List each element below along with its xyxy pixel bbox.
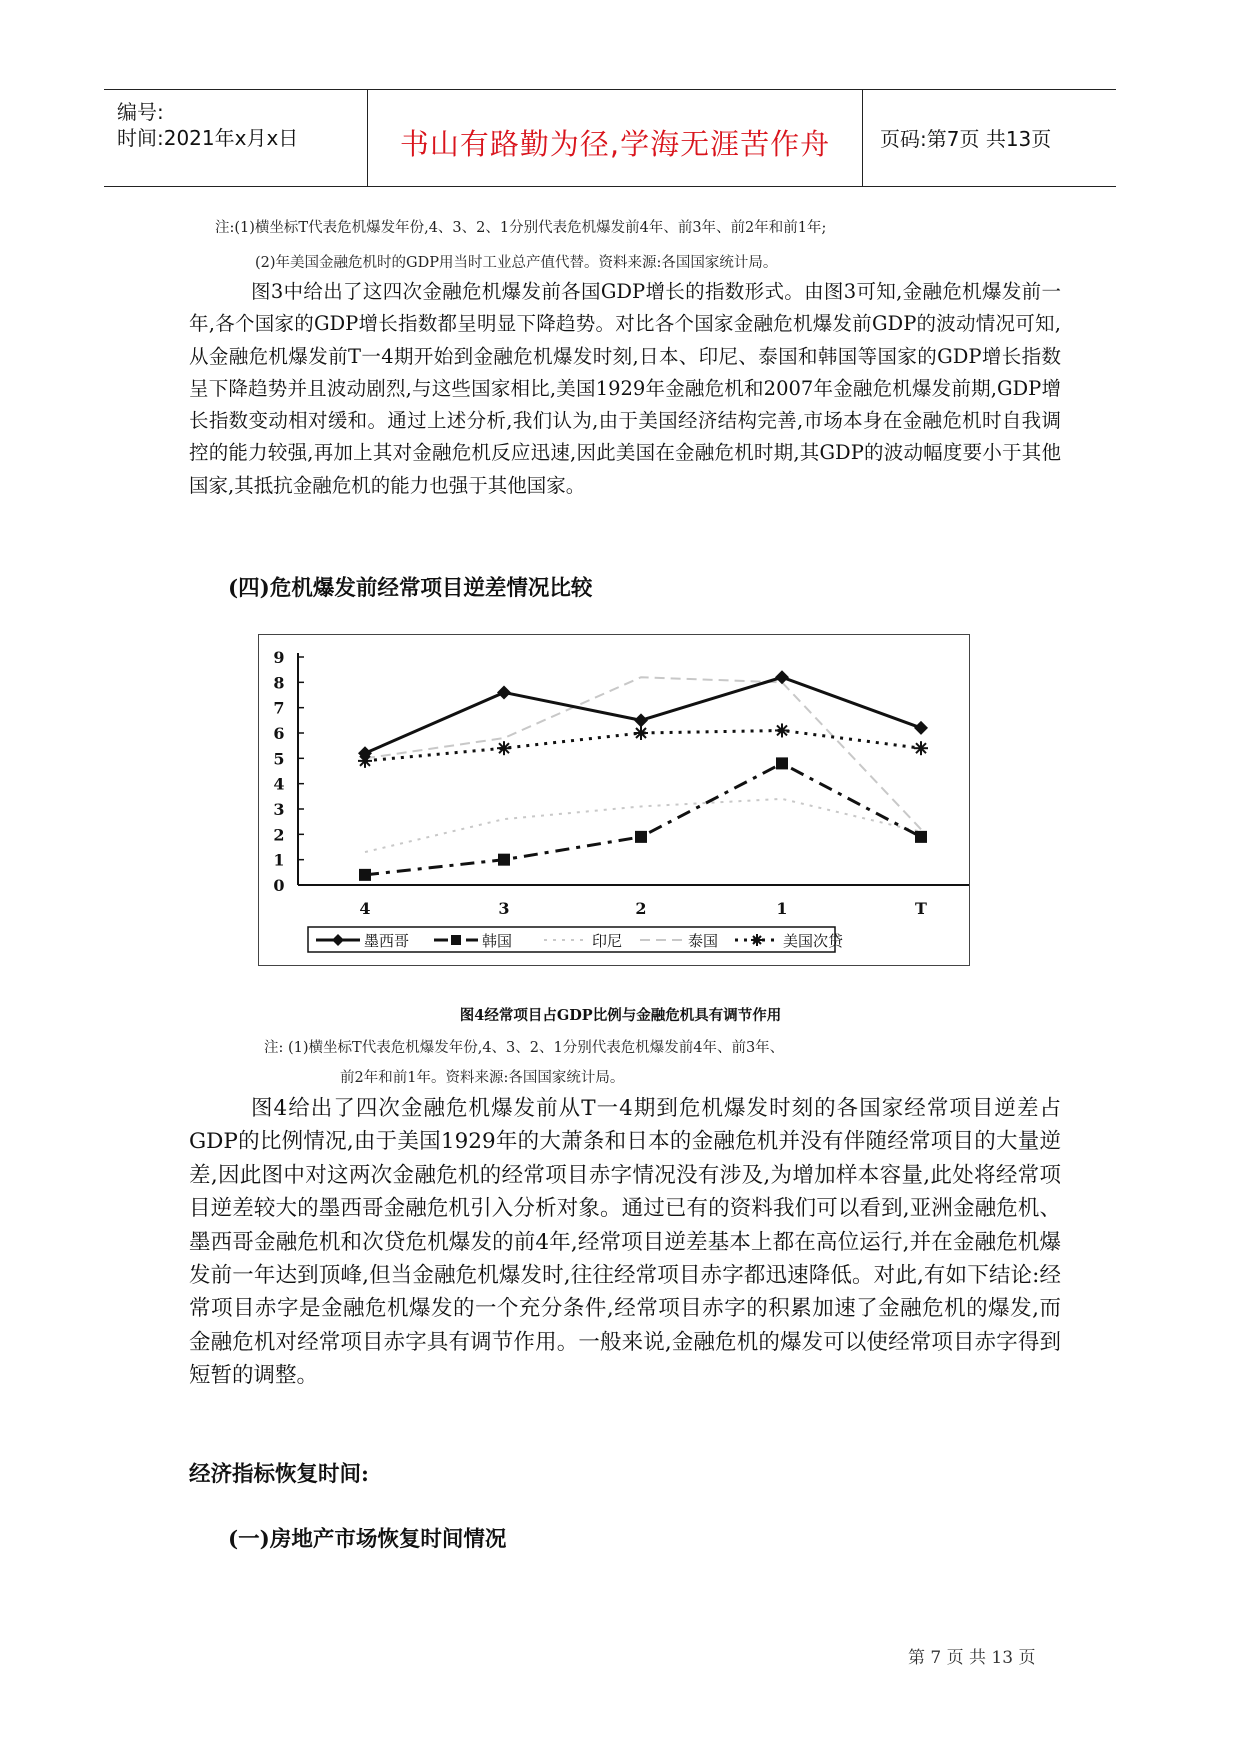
figure3-note-line1: 注:(1)横坐标T代表危机爆发年份,4、3、2、1分别代表危机爆发前4年、前3年、前2年和前1年; bbox=[215, 220, 827, 236]
series-marker-square bbox=[776, 757, 788, 769]
x-tick-label: 2 bbox=[635, 899, 647, 918]
series-marker-diamond bbox=[497, 685, 511, 699]
series-marker-diamond bbox=[775, 670, 789, 684]
header-page-cell bbox=[864, 90, 1116, 186]
header-motto: 书山有路勤为径,学海无涯苦作舟 bbox=[399, 127, 831, 161]
y-tick-label: 9 bbox=[273, 648, 285, 667]
legend-label: 印尼 bbox=[592, 932, 623, 950]
y-tick-label: 2 bbox=[273, 825, 285, 845]
series-marker-asterisk bbox=[497, 741, 511, 755]
figure4-caption: 图4经常项目占GDP比例与金融危机具有调节作用 bbox=[459, 1007, 782, 1024]
y-tick-label: 0 bbox=[273, 876, 285, 895]
series-line-2 bbox=[365, 799, 921, 852]
series-marker-diamond bbox=[914, 721, 928, 735]
header-page-code: 页码:第7页 共13页 bbox=[880, 127, 1052, 151]
series-line-1 bbox=[365, 763, 921, 874]
x-tick-label: 3 bbox=[498, 899, 510, 918]
document-time-label: 时间:2021年x月x日 bbox=[117, 126, 299, 150]
header-info-cell bbox=[104, 90, 368, 186]
series-marker-square bbox=[635, 831, 647, 843]
y-tick-label: 4 bbox=[273, 774, 285, 794]
series-marker-square bbox=[498, 854, 510, 866]
section-heading-real-estate: (一)房地产市场恢复时间情况 bbox=[228, 1527, 507, 1552]
figure3-note-line2: (2)年美国金融危机时的GDP用当时工业总产值代替。资料来源:各国国家统计局。 bbox=[255, 255, 778, 271]
figure4-note-line1: 注: (1)横坐标T代表危机爆发年份,4、3、2、1分别代表危机爆发前4年、前3年、 bbox=[264, 1040, 785, 1056]
y-tick-label: 8 bbox=[273, 673, 285, 693]
x-tick-label: 1 bbox=[776, 899, 788, 918]
section-heading-recovery: 经济指标恢复时间: bbox=[189, 1462, 369, 1487]
x-tick-label: 4 bbox=[359, 899, 371, 918]
document-number-label: 编号: bbox=[117, 100, 164, 124]
paragraph-figure4 bbox=[189, 1092, 1061, 1393]
series-marker-square bbox=[915, 831, 927, 843]
y-tick-label: 7 bbox=[273, 698, 285, 718]
legend-label: 美国次贷 bbox=[783, 932, 844, 950]
x-tick-label: T bbox=[915, 899, 927, 918]
header-motto-cell bbox=[368, 90, 863, 186]
paragraph-figure4-text: 图4给出了四次金融危机爆发前从T一4期到危机爆发时刻的各国家经常项目逆差占GDP的比例情况,由于美国1929年的大萧条和日本的金融危机并没有伴随经常项目的大量逆差,因此图中对这两次金融危机的经常项目赤字情况没有涉及,为增加样本容量,此处将经常项目逆差较大的墨西哥金融危机引入分析对象。通过已有的资料我们可以看到,亚洲金融危机、墨西哥金融危机和次贷危机爆发的前4年,经常项目逆差基本上都在高位运行,并在金融危机爆发前一年达到顶峰,但当金融危机爆发时,往往经常项目赤字都迅速降低。对此,有如下结论:经常项目赤字是金融危机爆发的一个充分条件,经常项目赤字的积累加速了金融危机的爆发,而金融危机对经常项目赤字具有调节作用。一般来说,金融危机的爆发可以使经常项目赤字得到短暂的调整。 bbox=[189, 1096, 1061, 1389]
series-marker-square bbox=[359, 869, 371, 881]
series-marker-asterisk bbox=[634, 726, 648, 740]
y-tick-label: 3 bbox=[273, 800, 285, 819]
legend-marker-square bbox=[451, 935, 461, 945]
page-footer: 第 7 页 共 13 页 bbox=[908, 1648, 1036, 1668]
series-marker-asterisk bbox=[914, 741, 928, 755]
figure4-note-line2: 前2年和前1年。资料来源:各国国家统计局。 bbox=[340, 1070, 625, 1086]
legend-label: 泰国 bbox=[688, 932, 719, 950]
y-tick-label: 5 bbox=[273, 749, 285, 769]
legend-label: 墨西哥 bbox=[364, 932, 410, 950]
paragraph-figure3-text: 图3中给出了这四次金融危机爆发前各国GDP增长的指数形式。由图3可知,金融危机爆发前一年,各个国家的GDP增长指数都呈明显下降趋势。对比各个国家金融危机爆发前GDP的波动情况可知,从金融危机爆发前T一4期开始到金融危机爆发时刻,日本、印尼、泰国和韩国等国家的GDP增长指数呈下降趋势并且波动剧烈,与这些国家相比,美国1929年金融危机和2007年金融危机爆发前期,GDP增长指数变动相对缓和。通过上述分析,我们认为,由于美国经济结构完善,市场本身在金融危机时自我调控的能力较强,再加上其对金融危机反应迅速,因此美国在金融危机时期,其GDP的波动幅度要小于其他国家,其抵抗金融危机的能力也强于其他国家。 bbox=[189, 280, 1061, 497]
y-tick-label: 6 bbox=[273, 724, 285, 743]
legend-label: 韩国 bbox=[482, 932, 513, 950]
figure4-chart bbox=[258, 634, 970, 966]
page-header-table bbox=[104, 89, 1116, 187]
figure4-chart-svg bbox=[259, 635, 969, 965]
paragraph-figure3 bbox=[189, 276, 1061, 502]
section-heading-4: (四)危机爆发前经常项目逆差情况比较 bbox=[228, 576, 593, 601]
series-marker-asterisk bbox=[775, 723, 789, 737]
y-tick-label: 1 bbox=[273, 850, 285, 870]
series-marker-diamond bbox=[634, 713, 648, 727]
